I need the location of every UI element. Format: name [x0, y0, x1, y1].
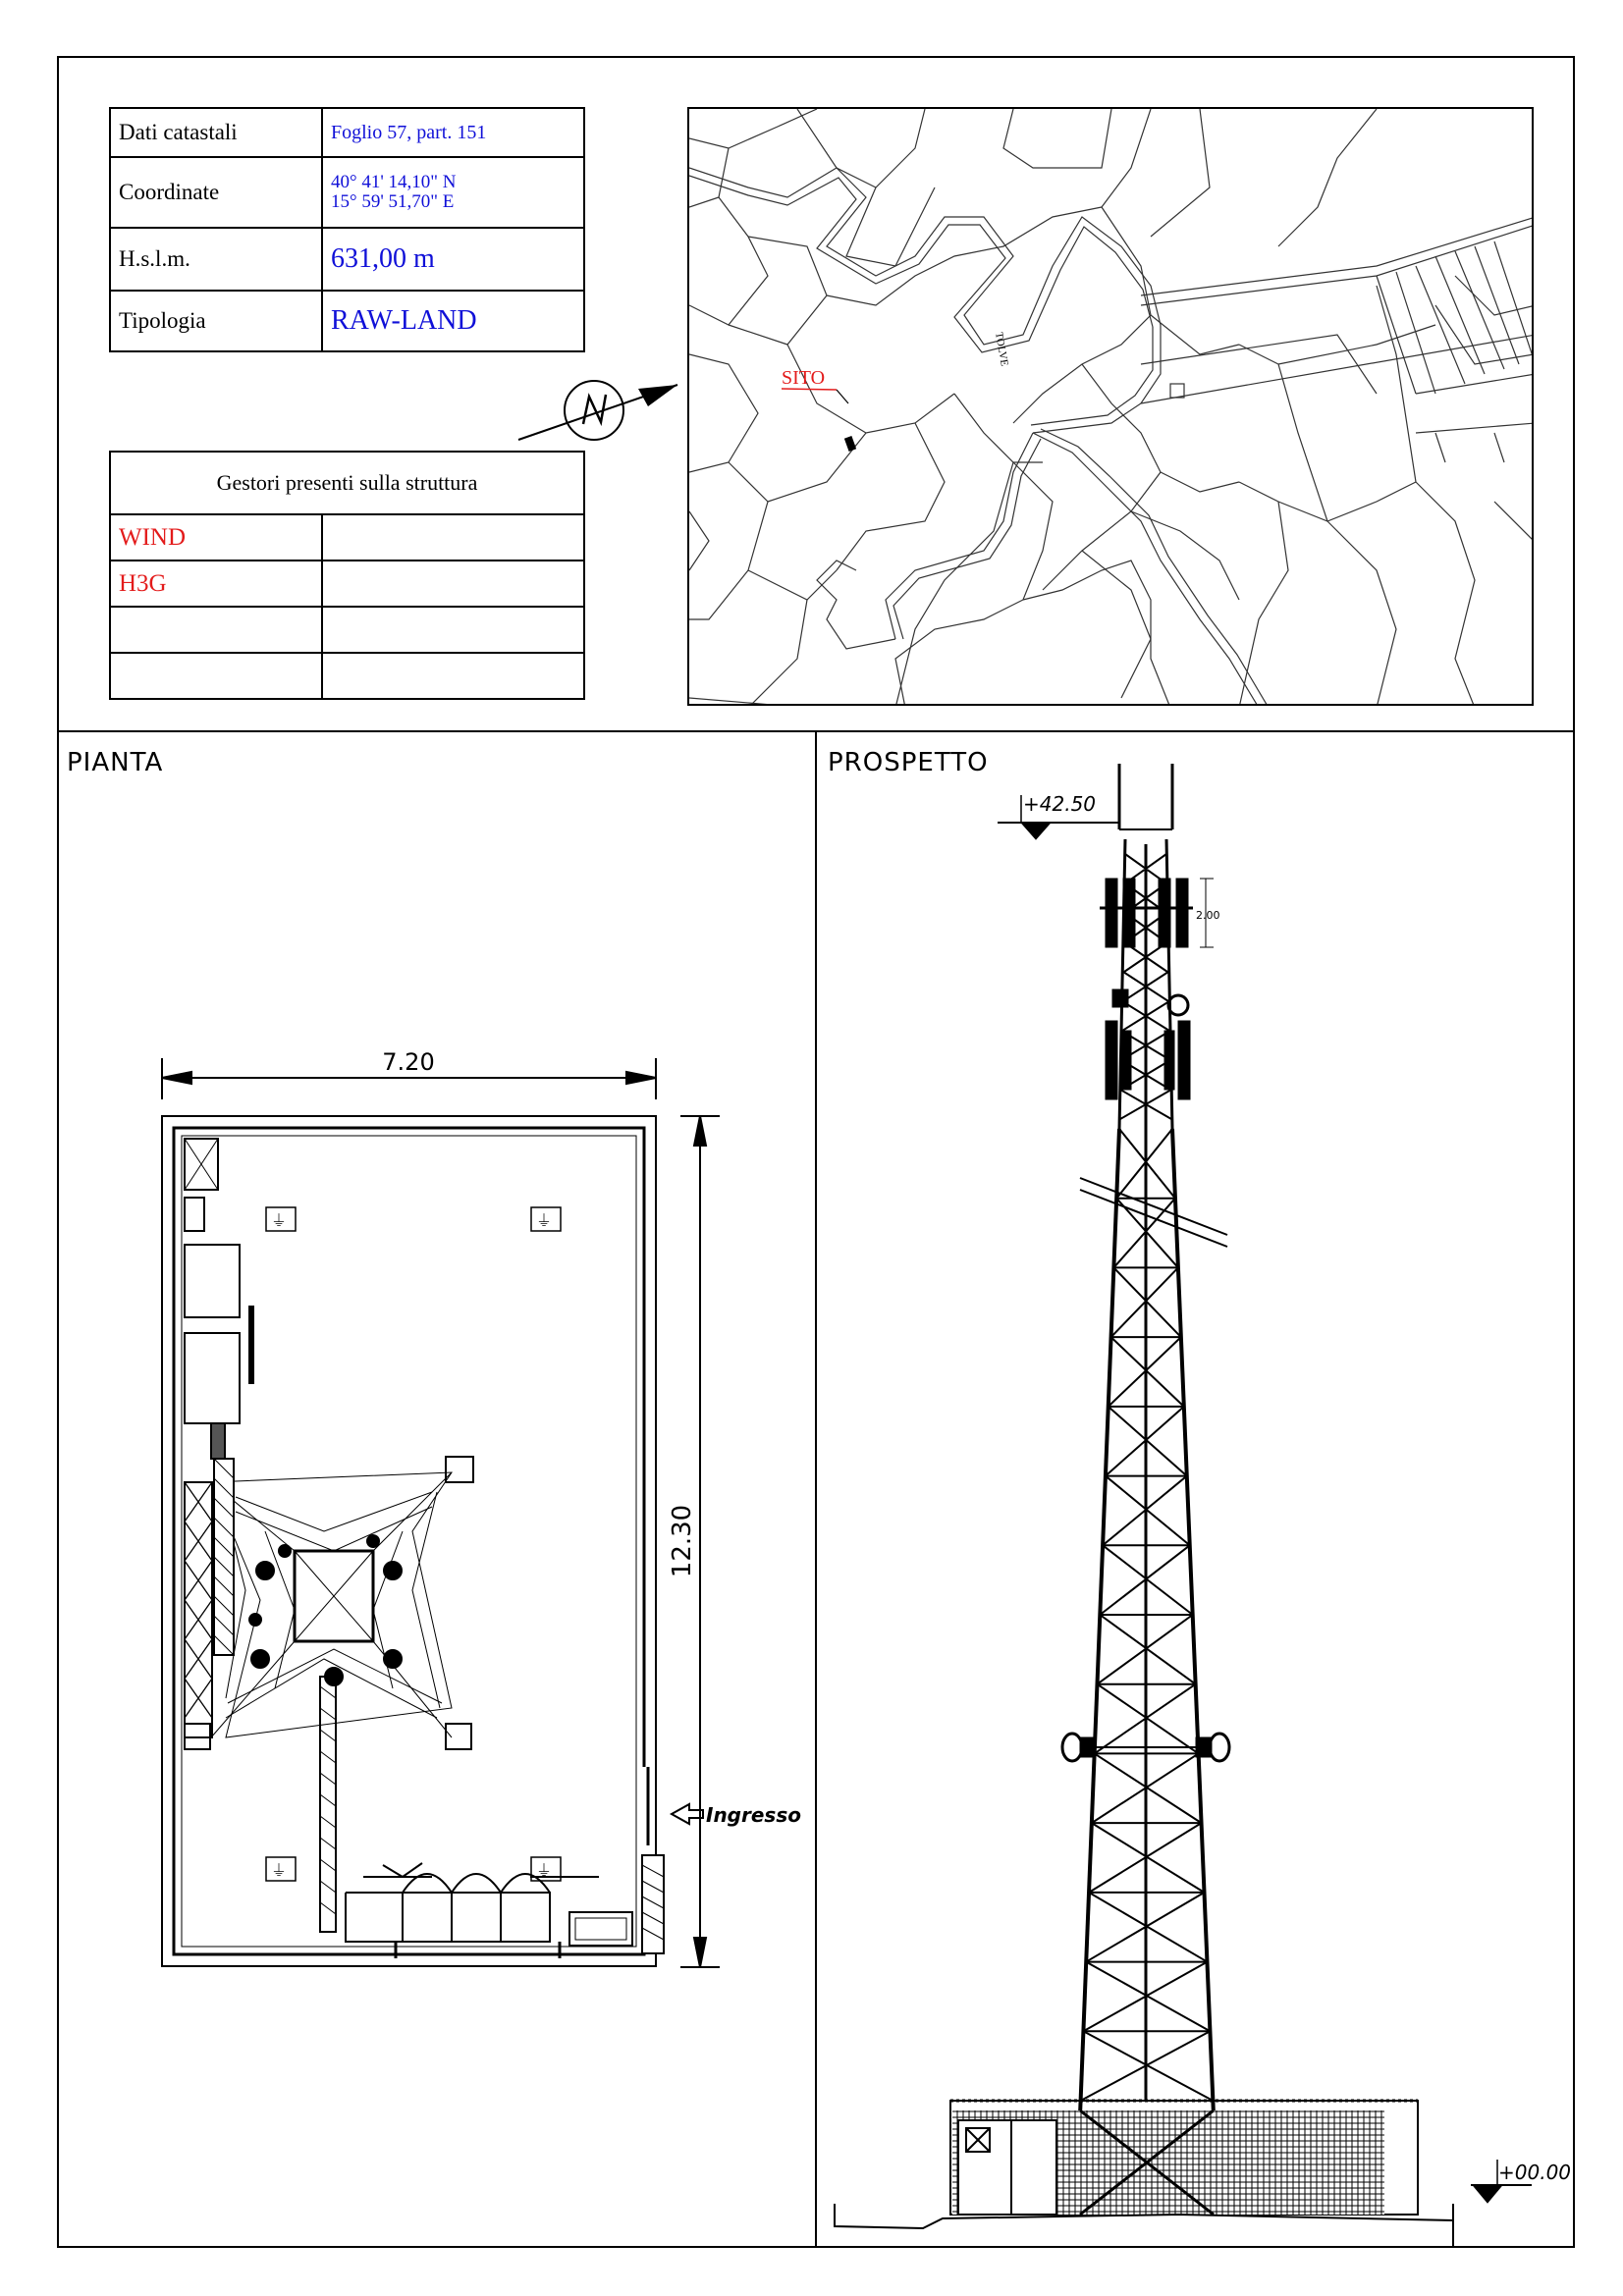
info-value: RAW-LAND [322, 291, 584, 351]
info-value: 631,00 m [322, 228, 584, 291]
plan-title: PIANTA [67, 748, 164, 777]
latitude: 40° 41' 14,10" N [331, 172, 457, 192]
plan-length-dim: 12.30 [668, 1504, 697, 1578]
antenna-dim-label: 2.00 [1196, 909, 1220, 922]
operator-name: WIND [110, 514, 322, 561]
operators-header: Gestori presenti sulla struttura [110, 452, 584, 514]
site-label: SITO [782, 367, 826, 389]
info-label: Coordinate [110, 157, 322, 228]
svg-text:⏚: ⏚ [536, 1211, 553, 1230]
plan-width-dim: 7.20 [382, 1048, 435, 1076]
operator-name: H3G [110, 561, 322, 607]
info-label: Tipologia [110, 291, 322, 351]
info-value: Foglio 57, part. 151 [322, 108, 584, 157]
longitude: 15° 59' 51,70" E [331, 191, 455, 212]
entrance-label: Ingresso [706, 1803, 801, 1827]
elevation-title: PROSPETTO [828, 748, 989, 777]
svg-text:⏚: ⏚ [271, 1861, 288, 1880]
top-level-label: +42.50 [1023, 792, 1097, 816]
road-label: TOLVE [993, 331, 1010, 367]
svg-text:⏚: ⏚ [271, 1211, 288, 1230]
info-label: Dati catastali [110, 108, 322, 157]
svg-text:⏚: ⏚ [536, 1861, 553, 1880]
ground-level-label: +00.00 [1498, 2161, 1572, 2184]
info-label: H.s.l.m. [110, 228, 322, 291]
